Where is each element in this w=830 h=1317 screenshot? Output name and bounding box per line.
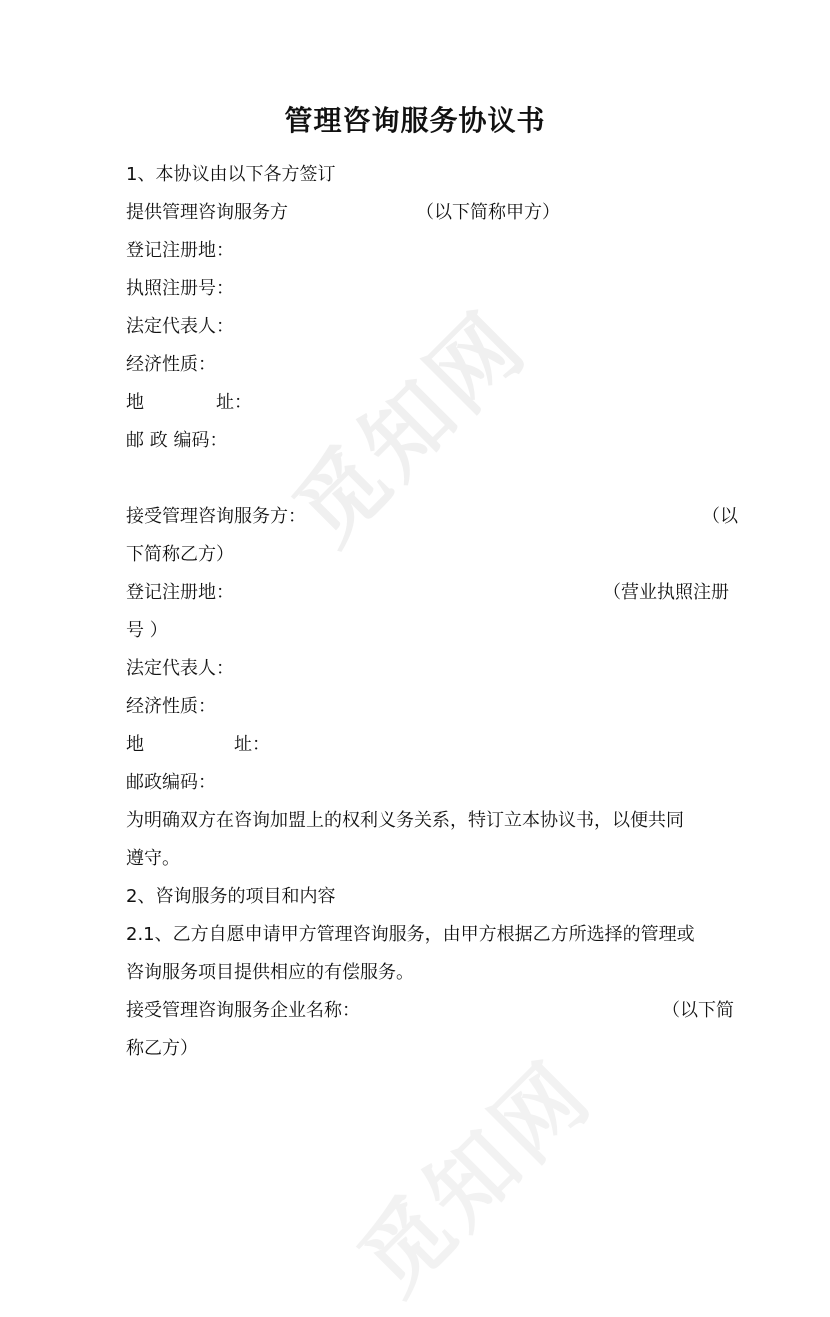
party-a-postal-code: 邮 政 编码： xyxy=(126,430,228,451)
clause-2-1-end: 咨询服务项目提供相应的有偿服务。 xyxy=(126,962,414,983)
party-a-economic-nature: 经济性质： xyxy=(126,354,216,375)
party-a-alias: （以下简称甲方） xyxy=(416,202,560,223)
party-a-address: 地 址： xyxy=(126,392,252,413)
party-b-postal-code: 邮政编码： xyxy=(126,772,216,793)
party-b-alias-start: （以 xyxy=(702,506,738,527)
clause-2-heading: 2、咨询服务的项目和内容 xyxy=(126,886,336,907)
watermark: 觅知网 xyxy=(274,291,547,564)
preamble-paragraph: 为明确双方在咨询加盟上的权利义务关系，特订立本协议书，以便共同 xyxy=(126,810,684,831)
party-a-legal-representative: 法定代表人： xyxy=(126,316,234,337)
party-b-license-note-end: 号 ） xyxy=(126,620,168,641)
party-b-registration-place: 登记注册地： xyxy=(126,582,234,603)
service-enterprise-alias-start: （以下简 xyxy=(662,1000,734,1021)
party-b-address: 地 址： xyxy=(126,734,270,755)
party-a-registration-place: 登记注册地： xyxy=(126,240,234,261)
party-b-economic-nature: 经济性质： xyxy=(126,696,216,717)
party-b-alias-end: 下简称乙方） xyxy=(126,544,234,565)
party-a-label: 提供管理咨询服务方 xyxy=(126,202,288,223)
party-a-license-number: 执照注册号： xyxy=(126,278,234,299)
clause-1-heading: 1、本协议由以下各方签订 xyxy=(126,164,336,185)
document-title: 管理咨询服务协议书 xyxy=(284,104,546,137)
party-b-label: 接受管理咨询服务方： xyxy=(126,506,306,527)
service-enterprise-alias-end: 称乙方） xyxy=(126,1038,198,1059)
preamble-paragraph-end: 遵守。 xyxy=(126,848,180,869)
service-enterprise-name: 接受管理咨询服务企业名称： xyxy=(126,1000,360,1021)
watermark: 觅知网 xyxy=(339,1041,612,1314)
party-b-legal-representative: 法定代表人： xyxy=(126,658,234,679)
party-b-license-note-start: （营业执照注册 xyxy=(603,582,729,603)
clause-2-1: 2.1、乙方自愿申请甲方管理咨询服务，由甲方根据乙方所选择的管理或 xyxy=(126,924,695,945)
